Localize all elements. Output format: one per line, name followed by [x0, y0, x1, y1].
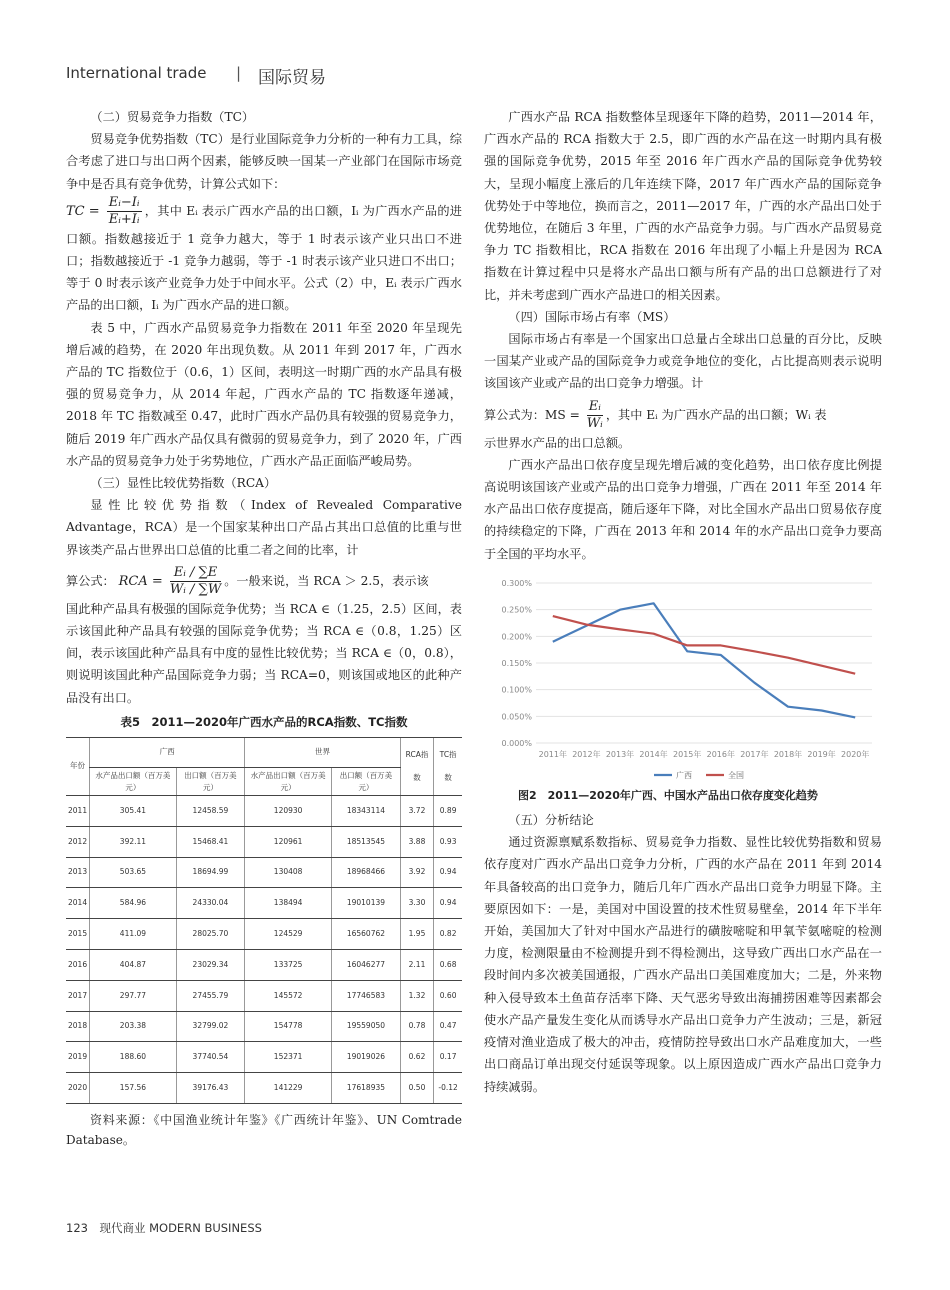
- ms-numerator: Eᵢ: [588, 398, 601, 414]
- table-cell: 2012: [66, 826, 90, 857]
- rca-formula-label: RCA =: [118, 573, 163, 589]
- table-cell: 19010139: [332, 888, 401, 919]
- table-cell: 145572: [245, 980, 332, 1011]
- table-cell: 0.94: [434, 857, 462, 888]
- dependence-chart: [484, 573, 882, 781]
- para-rca-intro: 显性比较优势指数（Index of Revealed Comparative Advantage，RCA）是一个国家某种出口产品占其出口总值的比重与世界该类产品占世界出口总值的比重二者之间的比率，计: [66, 498, 462, 557]
- y-tick-label: 0.150%: [501, 658, 532, 668]
- table-cell: 392.11: [90, 826, 177, 857]
- rca-tc-table: [66, 737, 462, 1104]
- table-cell: 16560762: [332, 919, 401, 950]
- rca-prefix: 算公式：: [66, 573, 115, 588]
- table-cell: 23029.34: [176, 950, 244, 981]
- ms-formula-text: ，其中 Eᵢ 为广西水产品的出口额；Wᵢ 表: [605, 407, 827, 422]
- rca-fraction: [170, 565, 221, 598]
- y-tick-label: 0.200%: [501, 632, 532, 642]
- table-cell: -0.12: [434, 1073, 462, 1104]
- tc-formula-text: ，其中 Eᵢ 表示广西水产品的出口额，Iᵢ 为广西水产品的进口额。指数越接近于 1 竞争力越大，等于 1 时表示该产业只出口不进口；指数越接近于 -1 竞争力越弱，等于 -1 时表示该产业只进口不出口；等于 0 时表示该产业竞争力处于中间水平。公式（2）中，Eᵢ 表示广西水产品的出口额，Iᵢ 为广西水产品的进口额。: [66, 203, 462, 313]
- table-cell: 138494: [245, 888, 332, 919]
- table-cell: 411.09: [90, 919, 177, 950]
- table-cell: 2011: [66, 796, 90, 827]
- x-tick-label: 2013年: [605, 749, 635, 759]
- table-row: [66, 950, 462, 981]
- table-cell: 0.78: [400, 1011, 433, 1042]
- table-cell: 17618935: [332, 1073, 401, 1104]
- table-cell: 39176.43: [176, 1073, 244, 1104]
- table-row: [66, 796, 462, 827]
- table-cell: 133725: [245, 950, 332, 981]
- table-row: [66, 826, 462, 857]
- table-cell: 2013: [66, 857, 90, 888]
- header-zh: 国际贸易: [258, 68, 326, 88]
- table-title: 表5 2011—2020年广西水产品的RCA指数、TC指数: [120, 714, 408, 729]
- group-world: 世界: [245, 738, 401, 768]
- table-row: [66, 1073, 462, 1104]
- ms-formula: [584, 399, 606, 432]
- ms-fraction: [587, 399, 603, 432]
- para-ms-formula: [484, 399, 882, 432]
- table-cell: 404.87: [90, 950, 177, 981]
- table-row: [66, 1011, 462, 1042]
- table-cell: 297.77: [90, 980, 177, 1011]
- sub-gx-export: 出口额（百万美元）: [176, 768, 244, 796]
- table-cell: 2014: [66, 888, 90, 919]
- series-line-guangxi: [553, 603, 855, 717]
- rca-numerator: Eᵢ / ∑E: [170, 565, 221, 582]
- tc-numerator: Eᵢ−Iᵢ: [108, 194, 140, 210]
- table-cell: 12458.59: [176, 796, 244, 827]
- x-tick-label: 2020年: [841, 749, 870, 759]
- table-cell: 18513545: [332, 826, 401, 857]
- table-cell: 584.96: [90, 888, 177, 919]
- sub-world-aq-export: 水产品出口额（百万美元）: [245, 768, 332, 796]
- table-cell: 19019026: [332, 1042, 401, 1073]
- table-cell: 3.88: [400, 826, 433, 857]
- table-cell: 0.50: [400, 1073, 433, 1104]
- table-cell: 18343114: [332, 796, 401, 827]
- x-tick-label: 2017年: [740, 749, 769, 759]
- table-row: [66, 919, 462, 950]
- rca-formula-text: 。一般来说，当 RCA ＞ 2.5，表示该: [224, 573, 429, 588]
- para-rca-analysis: 广西水产品 RCA 指数整体呈现逐年下降的趋势，2011—2014 年，广西水产品的 RCA 指数大于 2.5，即广西的水产品在这一时期内具有极强的国际竞争优势，2015 年至 2016 年广西水产品的国际竞争优势较大，呈现小幅度上涨后的几年连续下降，2017 年广西水产品的国际竞争优势处于中等地位，换而言之，2011—2017 年，广西的水产品出口处于优势地位，在随后 3 年里，广西的水产品竞争力弱。与广西水产品贸易竞争力 TC 指数相比，RCA 指数在 2016 年出现了小幅上升是因为 RCA 指数在计算过程中只是将水产品出口额与所有产品的出口总额进行了对比，并未考虑到广西水产品进口的相关因素。: [484, 110, 882, 302]
- table-cell: 120930: [245, 796, 332, 827]
- table-cell: 18968466: [332, 857, 401, 888]
- table-cell: 203.38: [90, 1011, 177, 1042]
- table-row: [66, 1042, 462, 1073]
- heading-ms: （四）国际市场占有率（MS）: [508, 309, 676, 324]
- tc-formula: [66, 195, 145, 228]
- table-cell: 18694.99: [176, 857, 244, 888]
- table-cell: 0.60: [434, 980, 462, 1011]
- right-column: [484, 106, 882, 1098]
- table-cell: 305.41: [90, 796, 177, 827]
- table-cell: 37740.54: [176, 1042, 244, 1073]
- table-cell: 0.62: [400, 1042, 433, 1073]
- y-tick-label: 0.300%: [501, 578, 532, 588]
- col-rca: RCA指数: [400, 738, 433, 796]
- table-cell: 1.95: [400, 919, 433, 950]
- rca-denominator: Wᵢ / ∑W: [169, 581, 222, 597]
- table-cell: 3.72: [400, 796, 433, 827]
- table-cell: 15468.41: [176, 826, 244, 857]
- tc-formula-label: TC =: [66, 203, 100, 219]
- header-en: International trade: [66, 64, 207, 82]
- table-cell: 130408: [245, 857, 332, 888]
- table-cell: 157.56: [90, 1073, 177, 1104]
- table-cell: 152371: [245, 1042, 332, 1073]
- sub-world-export: 出口额（百万美元）: [332, 768, 401, 796]
- table-cell: 16046277: [332, 950, 401, 981]
- ms-denominator: Wᵢ: [586, 415, 603, 431]
- table-cell: 2.11: [400, 950, 433, 981]
- para-dependence: 广西水产品出口依存度呈现先增后减的变化趋势，出口依存度比例提高说明该国该产业或产品的出口竞争力增强，广西在 2011 年至 2014 年水产品出口依存度提高，随后逐年下降，对比全国水产品出口贸易依存度的持续稳定的下降，广西在 2013 年和 2014 年的水产品出口竞争力要高于全国的平均水平。: [484, 457, 882, 561]
- table-cell: 141229: [245, 1073, 332, 1104]
- table-cell: 2019: [66, 1042, 90, 1073]
- sub-gx-aq-export: 水产品出口额（百万美元）: [90, 768, 177, 796]
- chart-svg: [484, 573, 882, 781]
- col-year: 年份: [66, 738, 90, 796]
- x-tick-label: 2014年: [639, 749, 668, 759]
- figure-caption: 图2 2011—2020年广西、中国水产品出口依存度变化趋势: [518, 788, 818, 802]
- legend-label: 广西: [676, 770, 692, 780]
- para-tc-analysis: 表 5 中，广西水产品贸易竞争力指数在 2011 年至 2020 年呈现先增后减的趋势，在 2020 年出现负数。从 2011 年到 2017 年，广西水产品的 TC 指数位于（0.6，1）区间，表明这一时期广西的水产品具有极强的贸易竞争力，从 2014 年起，广西水产品的 TC 指数逐年递减，2018 年 TC 指数减至 0.47，此时广西水产品仍具有较强的贸易竞争力，随后 2019 年广西水产品仅具有微弱的贸易竞争力，到了 2020 年，广西水产品的贸易竞争力处于劣势地位，广西水产品正面临严峻局势。: [66, 320, 462, 468]
- x-tick-label: 2011年: [538, 749, 567, 759]
- x-tick-label: 2016年: [706, 749, 735, 759]
- table-cell: 27455.79: [176, 980, 244, 1011]
- table-cell: 3.30: [400, 888, 433, 919]
- table-row: [66, 980, 462, 1011]
- para-ms-intro: 国际市场占有率是一个国家出口总量占全球出口总量的百分比，反映一国某产业或产品的国际竞争力或竞争地位的变化，占比提高则表示说明该国该产业或产品的出口竞争力增强。计: [484, 332, 882, 391]
- tc-denominator: Eᵢ+Iᵢ: [108, 211, 140, 227]
- table-cell: 120961: [245, 826, 332, 857]
- table-cell: 0.82: [434, 919, 462, 950]
- table-cell: 32799.02: [176, 1011, 244, 1042]
- page-footer: 123 现代商业 MODERN BUSINESS: [66, 1221, 262, 1235]
- heading-rca: （三）显性比较优势指数（RCA）: [90, 476, 277, 491]
- table-cell: 28025.70: [176, 919, 244, 950]
- table-source: 资料来源：《中国渔业统计年鉴》《广西统计年鉴》、UN Comtrade Database。: [66, 1113, 462, 1148]
- table-cell: 2020: [66, 1073, 90, 1104]
- heading-conclusion: （五）分析结论: [508, 813, 594, 828]
- table-cell: 2017: [66, 980, 90, 1011]
- table-cell: 0.93: [434, 826, 462, 857]
- legend-label: 全国: [728, 770, 744, 780]
- table-cell: 2015: [66, 919, 90, 950]
- group-guangxi: 广西: [90, 738, 245, 768]
- table-cell: 2018: [66, 1011, 90, 1042]
- table-cell: 503.65: [90, 857, 177, 888]
- para-rca-ranges: 国此种产品具有极强的国际竞争优势；当 RCA ∈（1.25，2.5）区间，表示该国此种产品具有较强的国际竞争优势；当 RCA ∈（0.8，1.25）区间，表示该国此种产品具有中度的显性比较优势；当 RCA ∈（0，0.8），则说明该国此种产品国际竞争力弱；当 RCA=0，则该国或地区的此种产品没有出口。: [66, 601, 462, 705]
- x-tick-label: 2018年: [773, 749, 803, 759]
- table-cell: 17746583: [332, 980, 401, 1011]
- left-column: [66, 106, 462, 1150]
- y-tick-label: 0.100%: [501, 685, 532, 695]
- table-cell: 0.94: [434, 888, 462, 919]
- table-cell: 19559050: [332, 1011, 401, 1042]
- x-tick-label: 2019年: [807, 749, 836, 759]
- col-tc: TC指数: [434, 738, 462, 796]
- table-cell: 2016: [66, 950, 90, 981]
- table-cell: 154778: [245, 1011, 332, 1042]
- x-tick-label: 2015年: [673, 749, 702, 759]
- para-tc-intro: 贸易竞争优势指数（TC）是行业国际竞争力分析的一种有力工具，综合考虑了进口与出口两个因素，能够反映一国某一产业部门在国际市场竞争中是否具有竞争优势，计算公式如下：: [66, 132, 462, 191]
- y-tick-label: 0.050%: [501, 712, 532, 722]
- series-line-china: [553, 616, 855, 674]
- table-cell: 0.47: [434, 1011, 462, 1042]
- heading-tc: （二）贸易竞争力指数（TC）: [90, 110, 255, 124]
- x-tick-label: 2012年: [572, 749, 601, 759]
- table-row: [66, 888, 462, 919]
- table-row: [66, 857, 462, 888]
- table-cell: 3.92: [400, 857, 433, 888]
- table-cell: 24330.04: [176, 888, 244, 919]
- table-cell: 124529: [245, 919, 332, 950]
- y-tick-label: 0.250%: [501, 605, 532, 615]
- table-cell: 0.89: [434, 796, 462, 827]
- table-cell: 1.32: [400, 980, 433, 1011]
- y-tick-label: 0.000%: [501, 738, 532, 748]
- ms-prefix: 算公式为：MS =: [484, 407, 580, 422]
- tc-fraction: [107, 195, 142, 228]
- table-cell: 0.68: [434, 950, 462, 981]
- para-rca-formula: [66, 565, 462, 598]
- header-separator: |: [236, 64, 242, 82]
- table-cell: 188.60: [90, 1042, 177, 1073]
- para-tc-formula: [66, 195, 462, 317]
- rca-formula: [119, 565, 225, 598]
- table-cell: 0.17: [434, 1042, 462, 1073]
- para-ms-def: 示世界水产品的出口总额。: [484, 435, 631, 450]
- para-conclusion: 通过资源禀赋系数指标、贸易竞争力指数、显性比较优势指数和贸易依存度对广西水产品出口竞争力分析，广西的水产品在 2011 年到 2014 年具备较高的出口竞争力，随后几年广西水产品出口竞争力明显下降。主要原因如下：一是，美国对中国设置的技术性贸易壁垒，2014 年下半年开始，美国加大了针对中国水产品进行的磺胺嘧啶和甲氧苄氨嘧啶的检测力度，检测限量由不检测提升到不得检测出，这导致广西出口水产品在一段时间内多次被美国通报，广西水产品出口美国难度加大；二是，外来物种入侵导致本土鱼苗存活率下降、天气恶劣导致出海捕捞困难等因素都会使水产品产量发生变化从而诱导水产品出口竞争力产生波动；三是，新冠疫情对渔业造成了极大的冲击，疫情防控导致出口水产品难度加大，一些出口商品订单出现交付延误等现象。以上原因造成广西水产品出口竞争力持续减弱。: [484, 835, 882, 1094]
